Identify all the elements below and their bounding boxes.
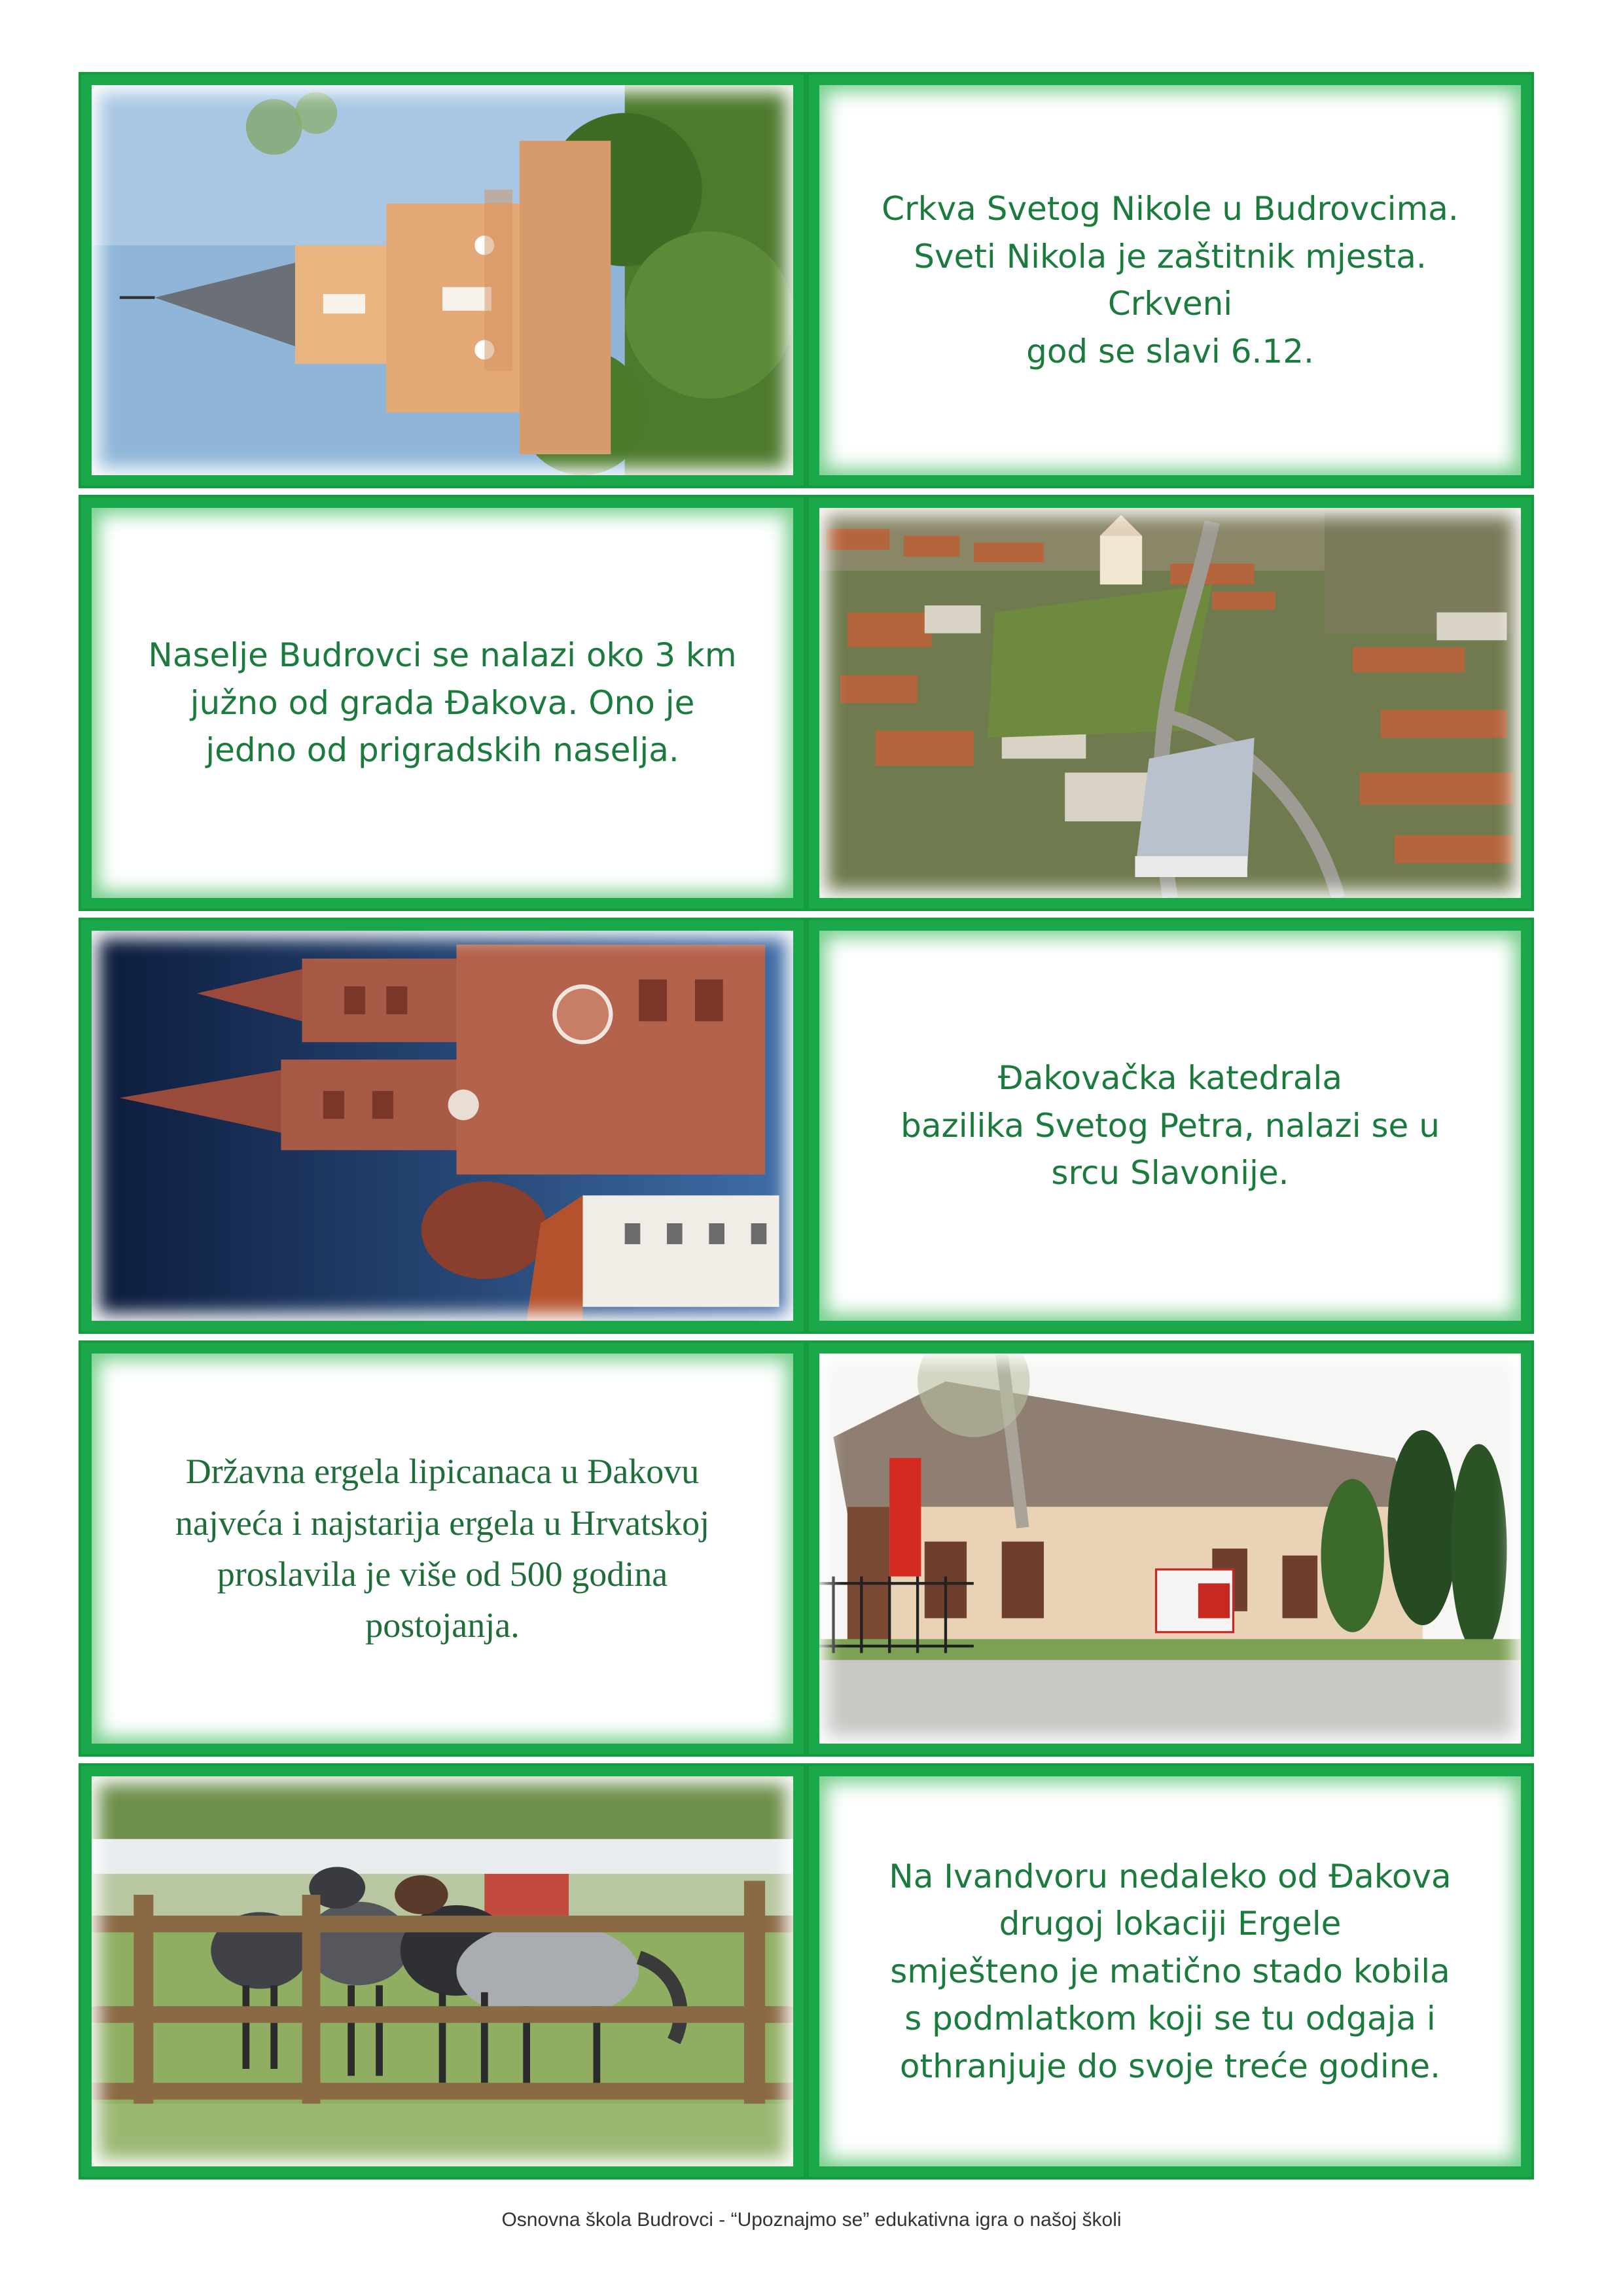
photo-card-ergela-building (806, 1340, 1534, 1757)
photo-card-cathedral (79, 918, 806, 1334)
budrovci-description: Naselje Budrovci se nalazi oko 3 km južno od grada Đakova. Ono je jedno od prigradskih naselja. (148, 636, 737, 770)
nikola-church-photo (92, 85, 793, 475)
photo-card-horses (79, 1763, 806, 2179)
ivandvor-description: Na Ivandvoru nedaleko od Đakova drugoj lokaciji Ergele smješteno je matično stado kobila s podmlatkom koji se tu odgaja i othranjuje do svoje treće godine. (889, 1857, 1452, 2085)
text-card-budrovci (79, 495, 806, 911)
nikola-church-description: Crkva Svetog Nikole u Budrovcima. Sveti Nikola je zaštitnik mjesta. Crkveni god se slavi 6.12. (882, 190, 1459, 370)
text-card-ergela (79, 1340, 806, 1757)
cathedral-photo (92, 931, 793, 1321)
photo-card-nikola-church (79, 72, 806, 488)
cathedral-description: Đakovačka katedrala bazilika Svetog Petra, nalazi se u srcu Slavonije. (901, 1059, 1440, 1193)
ergela-description: Državna ergela lipicanaca u Đakovu najveća i najstarija ergela u Hrvatskoj proslavila je više od 500 godina postojanja. (175, 1452, 710, 1645)
photo-card-budrovci-aerial (806, 495, 1534, 911)
ergela-building-photo (819, 1354, 1521, 1744)
text-card-nikola-church (806, 72, 1534, 488)
page-footer: Osnovna škola Budrovci - “Upoznajmo se” edukativna igra o našoj školi (501, 2209, 1122, 2231)
text-card-cathedral (806, 918, 1534, 1334)
horses-photo (92, 1776, 793, 2166)
text-card-ivandvor (806, 1763, 1534, 2179)
budrovci-aerial-photo (819, 508, 1521, 898)
